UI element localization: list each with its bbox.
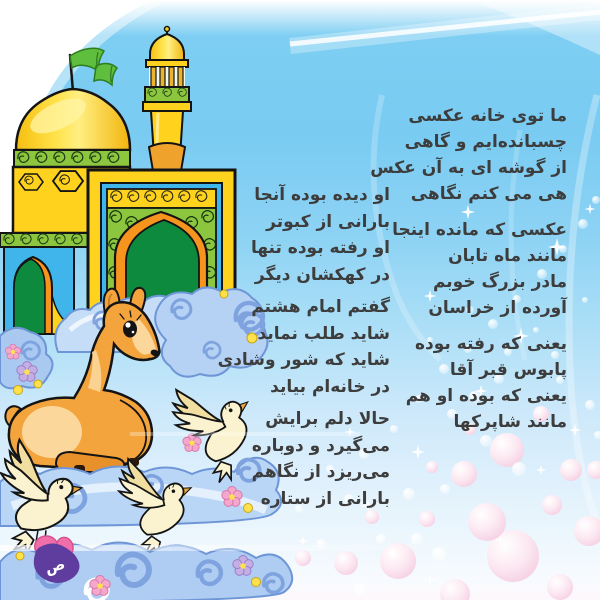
poem-line: شاید که شور وشادی [217, 350, 390, 370]
poem-line: ما توی خانه عکسی [408, 106, 567, 126]
poem-line: هی می کنم نگاهی [410, 184, 567, 204]
poem-line: گفتم امام هشتم [251, 297, 390, 317]
poem-line: می‌ریزد از نگاهم [251, 462, 390, 482]
green-flag [70, 48, 117, 92]
poem-line: بارانی از کبوتر [266, 211, 390, 232]
poem-line: عکسی که مانده اینجا [392, 220, 567, 240]
poem-line: در کهکشان دیگر [254, 264, 390, 285]
poem-line: مانند شاپرکها [453, 412, 567, 432]
poem-line: یعنی که بوده او هم [405, 386, 567, 406]
poem-line: می‌گیرد و دوباره [251, 435, 390, 456]
poem-line: پابوس قبر آقا [449, 360, 567, 380]
poem-column-left [185, 182, 390, 512]
poem-line: یعنی که رفته بوده [414, 334, 567, 354]
poem-line: در خانه‌ام بیاید [270, 376, 390, 397]
stanza [185, 182, 390, 288]
poem-line: چسبانده‌ایم و گاهی [404, 132, 567, 152]
stanza [185, 294, 390, 400]
poem-line: بارانی از ستاره [260, 488, 390, 509]
poem-line: مادر بزرگ خوبم [432, 272, 567, 292]
poem-line: او رفته بوده تنها [250, 238, 390, 258]
poem-line: آورده از خراسان [428, 298, 567, 318]
poem-line: از گوشه ای به آن عکس [370, 158, 567, 178]
poem-line: حالا دلم برایش [265, 409, 390, 429]
poem-line: او دیده بوده آنجا [254, 185, 390, 205]
stanza [185, 406, 390, 512]
minaret [143, 27, 191, 173]
page-badge-label: ص [42, 554, 68, 578]
poem-line: شاید طلب نماید [257, 323, 390, 344]
poem-line: مانند ماه تابان [448, 246, 567, 266]
page-badge [34, 536, 80, 583]
